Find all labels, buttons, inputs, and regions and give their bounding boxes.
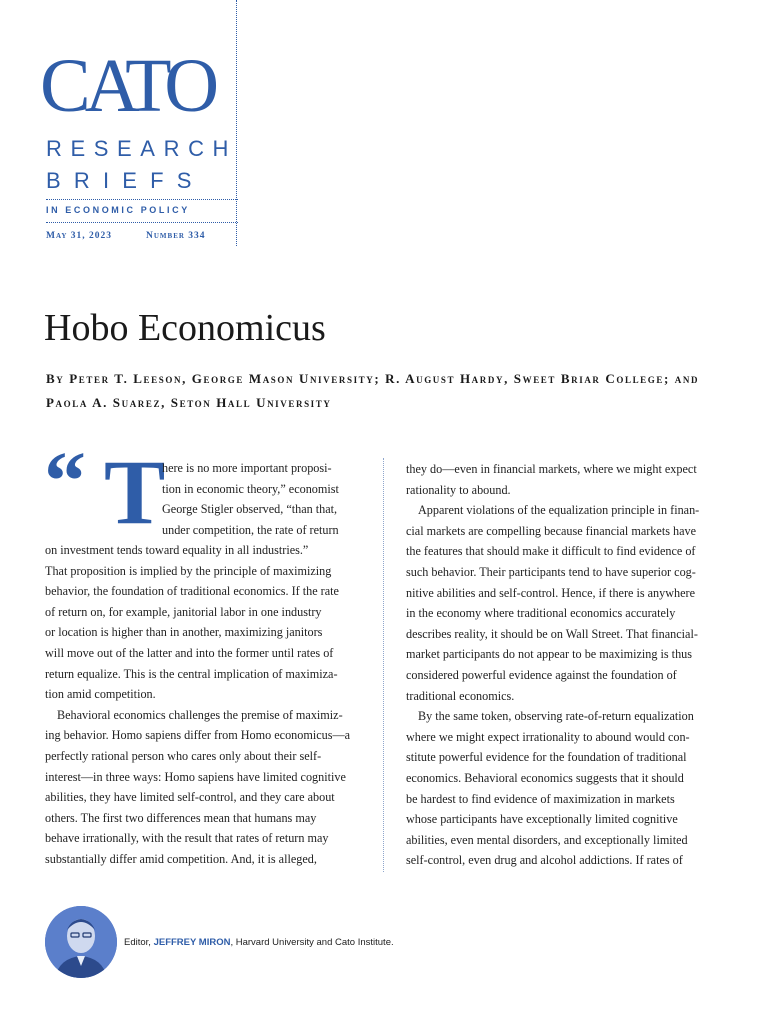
text-line: return equalize. This is the central implication of maximiza- <box>45 666 338 681</box>
text-line: traditional economics. <box>406 688 515 703</box>
text-line: in the economy where traditional economics accurately <box>406 606 676 621</box>
drop-cap: T <box>104 441 166 543</box>
paragraph <box>406 459 722 500</box>
text-line: behave irrationally, with the result that rates of return may <box>45 831 329 846</box>
text-line: economics. Behavioral economics suggests that it should <box>406 770 684 785</box>
intro-line: tion in economic theory,” economist <box>162 481 339 496</box>
text-line: be hardest to find evidence of maximization in markets <box>406 791 675 806</box>
paragraph <box>45 705 361 726</box>
text-line: of return on, for example, janitorial labor in one industry <box>45 604 322 619</box>
text-line: rationality to abound. <box>406 482 511 497</box>
intro-line: under competition, the rate of return <box>162 522 339 537</box>
issue-number: Number 334 <box>146 231 206 241</box>
text-line: where we might expect irrationality to abound would con- <box>406 729 690 744</box>
cato-logo: CATO <box>40 44 214 128</box>
paragraph-continued <box>45 725 361 869</box>
masthead-divider <box>236 0 237 246</box>
intro-line: here is no more important proposi- <box>162 461 332 475</box>
text-line: they do—even in financial markets, where we might expect <box>406 462 697 476</box>
text-line: on investment tends toward equality in all industries.” <box>45 543 309 557</box>
column-divider <box>383 458 384 872</box>
briefs-label: BRIEFS <box>46 168 205 193</box>
text-line: ing behavior. Homo sapiens differ from Homo economicus—a <box>45 728 351 743</box>
text-line: such behavior. Their participants tend to have superior cog- <box>406 564 696 579</box>
issue-date: May 31, 2023 <box>46 231 113 241</box>
text-line: whose participants have exceptionally limited cognitive <box>406 812 678 827</box>
text-line: perfectly rational person who cares only about their self- <box>45 748 322 763</box>
text-line: tion amid competition. <box>45 687 156 702</box>
text-line: Apparent violations of the equalization principle in finan- <box>418 503 700 518</box>
text-line: nitive abilities and self-control. Hence, if there is anywhere <box>406 585 696 600</box>
left-column <box>45 458 361 870</box>
text-line: will move out of the latter and into the former until rates of <box>45 645 334 660</box>
article-byline: By Peter T. Leeson, George Mason University; R. August Hardy, Sweet Briar College; and Paola A. Suarez, Seton Hall University <box>46 371 700 410</box>
text-line: describes reality, it should be on Wall Street. That financial- <box>406 626 698 641</box>
text-line: or location is higher than in another, maximizing janitors <box>45 625 323 640</box>
text-line: That proposition is implied by the principle of maximizing <box>45 563 332 578</box>
text-line: cial markets are compelling because financial markets have <box>406 523 696 538</box>
paragraph <box>45 540 361 705</box>
text-line: abilities, they have limited self-control, and they care about <box>45 790 335 805</box>
editor-affiliation: , Harvard University and Cato Institute. <box>230 937 394 948</box>
text-line: market participants do not appear to be maximizing is thus <box>406 647 692 662</box>
text-line: behavior, the foundation of traditional economics. If the rate <box>45 584 339 599</box>
text-line: self-control, even drug and alcohol addictions. If rates of <box>406 853 683 868</box>
open-quote-mark: “ <box>44 435 86 528</box>
intro-line: George Stigler observed, “than that, <box>162 502 338 517</box>
text-line: the features that should make it difficult to find evidence of <box>406 544 696 559</box>
editor-name: JEFFREY MIRON <box>153 937 231 948</box>
text-line: abilities, even mental disorders, and exceptionally limited <box>406 832 688 847</box>
text-line: interest—in three ways: Homo sapiens have limited cognitive <box>45 769 346 784</box>
right-column <box>406 459 722 871</box>
editor-portrait-icon <box>45 906 117 978</box>
text-line: By the same token, observing rate-of-return equalization <box>418 709 694 724</box>
text-line: Behavioral economics challenges the premise of maximiz- <box>57 707 343 722</box>
editor-avatar <box>45 906 117 978</box>
text-line: others. The first two differences mean that humans may <box>45 810 317 825</box>
paragraph <box>406 500 722 706</box>
text-line: stitute powerful evidence for the foundation of traditional <box>406 750 687 765</box>
article-title: Hobo Economicus <box>44 307 326 349</box>
text-line: substantially differ amid competition. And, it is alleged, <box>45 851 317 866</box>
paragraph <box>406 706 722 871</box>
research-label: RESEARCH <box>46 136 238 161</box>
editor-credit <box>124 937 394 948</box>
masthead-rule-top <box>46 199 238 200</box>
masthead-rule-bottom <box>46 222 238 223</box>
series-label: IN ECONOMIC POLICY <box>46 205 190 215</box>
text-line: considered powerful evidence against the foundation of <box>406 667 677 682</box>
editor-prefix: Editor, <box>124 937 154 948</box>
